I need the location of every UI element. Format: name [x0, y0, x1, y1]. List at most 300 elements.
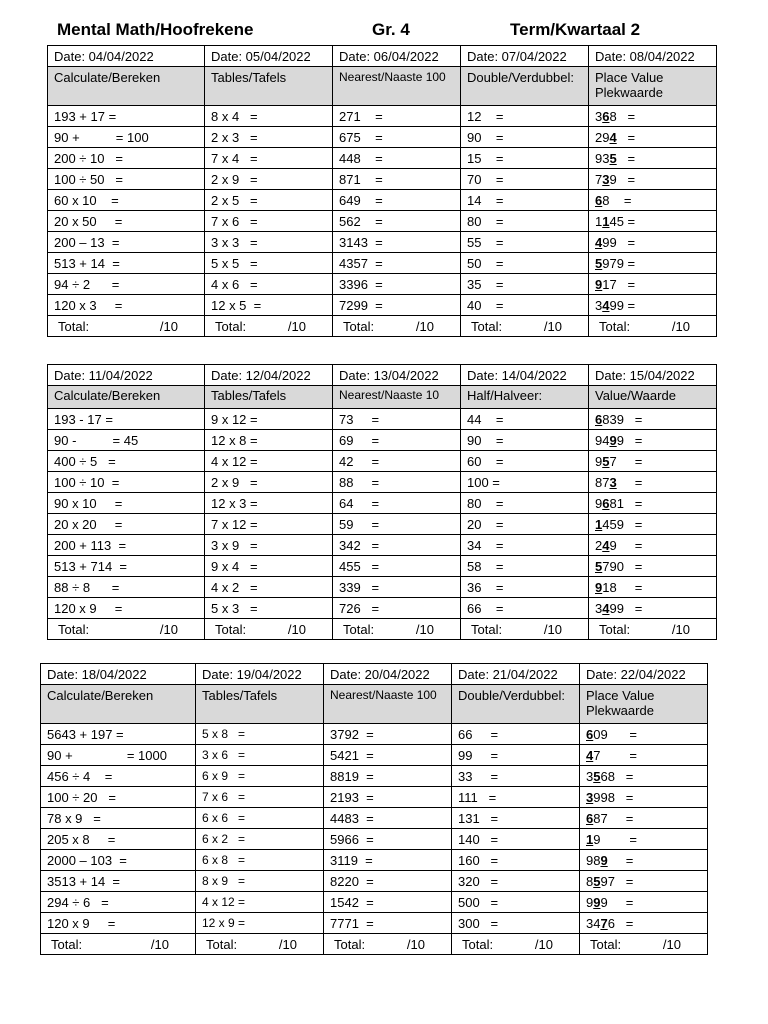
- problem-cell: 7 x 4 =: [205, 148, 333, 169]
- problem-cell: 120 x 9 =: [48, 598, 205, 619]
- grade-label: Gr. 4: [372, 20, 410, 39]
- problem-cell: 448 =: [333, 148, 461, 169]
- place-value-cell: 9681 =: [589, 493, 717, 514]
- problem-cell: 5643 + 197 =: [41, 724, 196, 745]
- problem-cell: 90 - = 45: [48, 430, 205, 451]
- column-header: Tables/Tafels: [205, 67, 333, 106]
- table-row: [41, 808, 708, 829]
- total-label: Total:: [599, 318, 631, 334]
- problem-cell: 78 x 9 =: [41, 808, 196, 829]
- problem-cell: 5 x 3 =: [205, 598, 333, 619]
- date-cell: Date: 04/04/2022: [48, 46, 205, 67]
- underlined-digit: 6: [602, 495, 610, 511]
- problem-cell: 3 x 3 =: [205, 232, 333, 253]
- total-max: /10: [415, 318, 434, 334]
- problem-cell: 649 =: [333, 190, 461, 211]
- total-label: Total:: [215, 621, 247, 637]
- underlined-digit: 4: [595, 234, 603, 250]
- problem-cell: 200 + 113 =: [48, 535, 205, 556]
- column-header-row: [48, 67, 717, 106]
- problem-cell: 20 =: [461, 514, 589, 535]
- underlined-digit: 6: [586, 726, 594, 742]
- total-cell: [324, 934, 452, 955]
- table-row: [48, 253, 717, 274]
- date-cell: Date: 05/04/2022: [205, 46, 333, 67]
- table-row: [48, 127, 717, 148]
- total-label: Total:: [206, 936, 238, 952]
- place-value-cell: 3499 =: [589, 295, 717, 316]
- underlined-digit: 3: [602, 171, 610, 187]
- problem-cell: 64 =: [333, 493, 461, 514]
- column-header: Nearest/Naaste 10: [333, 386, 461, 409]
- total-max: /10: [159, 621, 178, 637]
- table-row: [48, 190, 717, 211]
- column-header: Nearest/Naaste 100: [333, 67, 461, 106]
- total-max: /10: [671, 621, 690, 637]
- total-cell: [452, 934, 580, 955]
- underlined-digit: 6: [595, 192, 603, 208]
- problem-cell: 90 =: [461, 430, 589, 451]
- problem-cell: 69 =: [333, 430, 461, 451]
- problem-cell: 342 =: [333, 535, 461, 556]
- problem-cell: 193 + 17 =: [48, 106, 205, 127]
- place-value-cell: 917 =: [589, 274, 717, 295]
- problem-cell: 20 x 50 =: [48, 211, 205, 232]
- total-cell: [205, 316, 333, 337]
- problem-cell: 90 + = 1000: [41, 745, 196, 766]
- total-max: /10: [287, 318, 306, 334]
- total-label: Total:: [471, 621, 503, 637]
- column-header: Double/Verdubbel:: [452, 685, 580, 724]
- problem-cell: 500 =: [452, 892, 580, 913]
- problem-cell: 14 =: [461, 190, 589, 211]
- table-row: [41, 787, 708, 808]
- problem-cell: 513 + 714 =: [48, 556, 205, 577]
- total-row: [41, 934, 708, 955]
- place-value-cell: 3568 =: [580, 766, 708, 787]
- total-label: Total:: [51, 936, 83, 952]
- problem-cell: 5421 =: [324, 745, 452, 766]
- place-value-cell: 873 =: [589, 472, 717, 493]
- problem-cell: 8 x 4 =: [205, 106, 333, 127]
- total-label: Total:: [590, 936, 622, 952]
- page-header: [0, 18, 768, 44]
- problem-cell: 3396 =: [333, 274, 461, 295]
- problem-cell: 4 x 2 =: [205, 577, 333, 598]
- total-max: /10: [287, 621, 306, 637]
- problem-cell: 562 =: [333, 211, 461, 232]
- problem-cell: 90 + = 100: [48, 127, 205, 148]
- date-cell: Date: 08/04/2022: [589, 46, 717, 67]
- problem-cell: 94 ÷ 2 =: [48, 274, 205, 295]
- problem-cell: 3119 =: [324, 850, 452, 871]
- place-value-cell: 3476 =: [580, 913, 708, 934]
- column-header: Calculate/Bereken: [48, 386, 205, 409]
- date-cell: Date: 22/04/2022: [580, 664, 708, 685]
- place-value-cell: 5790 =: [589, 556, 717, 577]
- table-row: [48, 451, 717, 472]
- table-row: [48, 106, 717, 127]
- problem-cell: 80 =: [461, 493, 589, 514]
- date-cell: Date: 21/04/2022: [452, 664, 580, 685]
- page-title: Mental Math/Hoofrekene: [57, 20, 254, 39]
- problem-cell: 7 x 12 =: [205, 514, 333, 535]
- place-value-cell: 687 =: [580, 808, 708, 829]
- problem-cell: 58 =: [461, 556, 589, 577]
- table-row: [48, 577, 717, 598]
- problem-cell: 5 x 8 =: [196, 724, 324, 745]
- total-label: Total:: [58, 621, 90, 637]
- place-value-cell: 47 =: [580, 745, 708, 766]
- problem-cell: 2 x 9 =: [205, 472, 333, 493]
- problem-cell: 88 ÷ 8 =: [48, 577, 205, 598]
- date-cell: Date: 18/04/2022: [41, 664, 196, 685]
- place-value-cell: 6839 =: [589, 409, 717, 430]
- underlined-digit: 1: [602, 213, 610, 229]
- underlined-digit: 5: [595, 558, 603, 574]
- underlined-digit: 9: [595, 276, 603, 292]
- total-cell: [196, 934, 324, 955]
- underlined-digit: 3: [609, 474, 617, 490]
- column-header: Nearest/Naaste 100: [324, 685, 452, 724]
- underlined-digit: 4: [609, 129, 617, 145]
- total-row: [48, 316, 717, 337]
- problem-cell: 44 =: [461, 409, 589, 430]
- table-row: [41, 745, 708, 766]
- problem-cell: 4 x 12 =: [205, 451, 333, 472]
- place-value-cell: 19 =: [580, 829, 708, 850]
- underlined-digit: 5: [593, 873, 601, 889]
- problem-cell: 35 =: [461, 274, 589, 295]
- problem-cell: 193 - 17 =: [48, 409, 205, 430]
- problem-cell: 4 x 6 =: [205, 274, 333, 295]
- problem-cell: 3513 + 14 =: [41, 871, 196, 892]
- problem-cell: 7771 =: [324, 913, 452, 934]
- underlined-digit: 4: [602, 600, 610, 616]
- problem-cell: 6 x 8 =: [196, 850, 324, 871]
- total-cell: [580, 934, 708, 955]
- column-header: Calculate/Bereken: [41, 685, 196, 724]
- total-max: /10: [534, 936, 553, 952]
- date-cell: Date: 15/04/2022: [589, 365, 717, 386]
- column-header: Tables/Tafels: [205, 386, 333, 409]
- problem-cell: 6 x 6 =: [196, 808, 324, 829]
- place-value-cell: 989 =: [580, 850, 708, 871]
- problem-cell: 50 =: [461, 253, 589, 274]
- table-row: [48, 535, 717, 556]
- underlined-digit: 5: [609, 150, 617, 166]
- problem-cell: 339 =: [333, 577, 461, 598]
- underlined-digit: 3: [586, 789, 594, 805]
- underlined-digit: 4: [602, 297, 610, 313]
- total-max: /10: [662, 936, 681, 952]
- problem-cell: 12 x 5 =: [205, 295, 333, 316]
- problem-cell: 80 =: [461, 211, 589, 232]
- place-value-cell: 1145 =: [589, 211, 717, 232]
- column-header: Tables/Tafels: [196, 685, 324, 724]
- column-header-row: [41, 685, 708, 724]
- table-row: [48, 514, 717, 535]
- problem-cell: 36 =: [461, 577, 589, 598]
- problem-cell: 6 x 9 =: [196, 766, 324, 787]
- place-value-cell: 499 =: [589, 232, 717, 253]
- problem-cell: 9 x 4 =: [205, 556, 333, 577]
- underlined-digit: 6: [595, 411, 603, 427]
- underlined-digit: 9: [593, 894, 601, 910]
- problem-cell: 90 =: [461, 127, 589, 148]
- problem-cell: 34 =: [461, 535, 589, 556]
- table-row: [48, 598, 717, 619]
- term-label: Term/Kwartaal 2: [510, 20, 641, 39]
- column-header-row: [48, 386, 717, 409]
- problem-cell: 12 x 3 =: [205, 493, 333, 514]
- underlined-digit: 5: [593, 768, 601, 784]
- place-value-cell: 935 =: [589, 148, 717, 169]
- underlined-digit: 6: [586, 810, 594, 826]
- underlined-digit: 7: [600, 915, 608, 931]
- problem-cell: 675 =: [333, 127, 461, 148]
- column-header: Place Value Plekwaarde: [589, 67, 717, 106]
- total-label: Total:: [58, 318, 90, 334]
- place-value-cell: 368 =: [589, 106, 717, 127]
- table-row: [41, 766, 708, 787]
- problem-cell: 99 =: [452, 745, 580, 766]
- table-row: [48, 430, 717, 451]
- table-row: [41, 850, 708, 871]
- problem-cell: 70 =: [461, 169, 589, 190]
- problem-cell: 60 x 10 =: [48, 190, 205, 211]
- problem-cell: 2193 =: [324, 787, 452, 808]
- problem-cell: 9 x 12 =: [205, 409, 333, 430]
- total-label: Total:: [343, 318, 375, 334]
- place-value-cell: 3499 =: [589, 598, 717, 619]
- total-cell: [48, 619, 205, 640]
- problem-cell: 12 x 8 =: [205, 430, 333, 451]
- problem-cell: 2 x 3 =: [205, 127, 333, 148]
- problem-cell: 4483 =: [324, 808, 452, 829]
- problem-cell: 7 x 6 =: [205, 211, 333, 232]
- total-cell: [333, 619, 461, 640]
- week-1-table: [47, 45, 717, 337]
- problem-cell: 60 =: [461, 451, 589, 472]
- problem-cell: 100 =: [461, 472, 589, 493]
- place-value-cell: 918 =: [589, 577, 717, 598]
- problem-cell: 4357 =: [333, 253, 461, 274]
- problem-cell: 5 x 5 =: [205, 253, 333, 274]
- date-cell: Date: 07/04/2022: [461, 46, 589, 67]
- problem-cell: 7299 =: [333, 295, 461, 316]
- table-row: [48, 493, 717, 514]
- problem-cell: 3792 =: [324, 724, 452, 745]
- column-header: Half/Halveer:: [461, 386, 589, 409]
- problem-cell: 131 =: [452, 808, 580, 829]
- table-row: [41, 871, 708, 892]
- table-row: [48, 472, 717, 493]
- total-max: /10: [278, 936, 297, 952]
- problem-cell: 90 x 10 =: [48, 493, 205, 514]
- table-row: [48, 211, 717, 232]
- table-row: [48, 148, 717, 169]
- total-max: /10: [406, 936, 425, 952]
- problem-cell: 40 =: [461, 295, 589, 316]
- underlined-digit: 4: [586, 747, 594, 763]
- total-label: Total:: [599, 621, 631, 637]
- total-cell: [589, 316, 717, 337]
- total-label: Total:: [343, 621, 375, 637]
- place-value-cell: 739 =: [589, 169, 717, 190]
- place-value-cell: 249 =: [589, 535, 717, 556]
- underlined-digit: 1: [586, 831, 594, 847]
- problem-cell: 120 x 3 =: [48, 295, 205, 316]
- total-row: [48, 619, 717, 640]
- problem-cell: 205 x 8 =: [41, 829, 196, 850]
- problem-cell: 456 ÷ 4 =: [41, 766, 196, 787]
- problem-cell: 2 x 9 =: [205, 169, 333, 190]
- place-value-cell: 294 =: [589, 127, 717, 148]
- problem-cell: 8819 =: [324, 766, 452, 787]
- problem-cell: 3 x 9 =: [205, 535, 333, 556]
- problem-cell: 2000 – 103 =: [41, 850, 196, 871]
- problem-cell: 871 =: [333, 169, 461, 190]
- problem-cell: 2 x 5 =: [205, 190, 333, 211]
- table-row: [48, 274, 717, 295]
- problem-cell: 400 ÷ 5 =: [48, 451, 205, 472]
- place-value-cell: 68 =: [589, 190, 717, 211]
- date-cell: Date: 14/04/2022: [461, 365, 589, 386]
- total-cell: [48, 316, 205, 337]
- total-label: Total:: [471, 318, 503, 334]
- column-header: Value/Waarde: [589, 386, 717, 409]
- problem-cell: 20 x 20 =: [48, 514, 205, 535]
- problem-cell: 513 + 14 =: [48, 253, 205, 274]
- underlined-digit: 6: [602, 108, 610, 124]
- problem-cell: 160 =: [452, 850, 580, 871]
- underlined-digit: 5: [595, 255, 603, 271]
- problem-cell: 42 =: [333, 451, 461, 472]
- problem-cell: 59 =: [333, 514, 461, 535]
- problem-cell: 8 x 9 =: [196, 871, 324, 892]
- place-value-cell: 1459 =: [589, 514, 717, 535]
- problem-cell: 6 x 2 =: [196, 829, 324, 850]
- problem-cell: 88 =: [333, 472, 461, 493]
- table-row: [41, 829, 708, 850]
- problem-cell: 120 x 9 =: [41, 913, 196, 934]
- problem-cell: 4 x 12 =: [196, 892, 324, 913]
- total-label: Total:: [215, 318, 247, 334]
- problem-cell: 12 x 9 =: [196, 913, 324, 934]
- table-row: [48, 169, 717, 190]
- problem-cell: 33 =: [452, 766, 580, 787]
- total-max: /10: [415, 621, 434, 637]
- problem-cell: 55 =: [461, 232, 589, 253]
- problem-cell: 3 x 6 =: [196, 745, 324, 766]
- total-max: /10: [159, 318, 178, 334]
- problem-cell: 15 =: [461, 148, 589, 169]
- date-cell: Date: 11/04/2022: [48, 365, 205, 386]
- total-max: /10: [543, 318, 562, 334]
- total-max: /10: [671, 318, 690, 334]
- date-cell: Date: 13/04/2022: [333, 365, 461, 386]
- week-3-table: [40, 663, 708, 955]
- total-cell: [461, 619, 589, 640]
- problem-cell: 100 ÷ 10 =: [48, 472, 205, 493]
- column-header: Double/Verdubbel:: [461, 67, 589, 106]
- date-cell: Date: 19/04/2022: [196, 664, 324, 685]
- underlined-digit: 1: [595, 516, 603, 532]
- underlined-digit: 4: [602, 537, 610, 553]
- problem-cell: 200 – 13 =: [48, 232, 205, 253]
- place-value-cell: 609 =: [580, 724, 708, 745]
- problem-cell: 66 =: [461, 598, 589, 619]
- place-value-cell: 3998 =: [580, 787, 708, 808]
- total-label: Total:: [334, 936, 366, 952]
- problem-cell: 271 =: [333, 106, 461, 127]
- date-cell: Date: 20/04/2022: [324, 664, 452, 685]
- underlined-digit: 9: [595, 579, 603, 595]
- total-label: Total:: [462, 936, 494, 952]
- problem-cell: 66 =: [452, 724, 580, 745]
- problem-cell: 1542 =: [324, 892, 452, 913]
- total-cell: [589, 619, 717, 640]
- underlined-digit: 5: [602, 453, 610, 469]
- problem-cell: 294 ÷ 6 =: [41, 892, 196, 913]
- problem-cell: 140 =: [452, 829, 580, 850]
- total-cell: [205, 619, 333, 640]
- problem-cell: 200 ÷ 10 =: [48, 148, 205, 169]
- problem-cell: 8220 =: [324, 871, 452, 892]
- total-cell: [333, 316, 461, 337]
- total-max: /10: [543, 621, 562, 637]
- column-header: Place Value Plekwaarde: [580, 685, 708, 724]
- problem-cell: 3143 =: [333, 232, 461, 253]
- place-value-cell: 957 =: [589, 451, 717, 472]
- place-value-cell: 8597 =: [580, 871, 708, 892]
- table-row: [48, 556, 717, 577]
- problem-cell: 455 =: [333, 556, 461, 577]
- underlined-digit: 9: [609, 432, 617, 448]
- problem-cell: 726 =: [333, 598, 461, 619]
- place-value-cell: 9499 =: [589, 430, 717, 451]
- problem-cell: 12 =: [461, 106, 589, 127]
- place-value-cell: 5979 =: [589, 253, 717, 274]
- place-value-cell: 999 =: [580, 892, 708, 913]
- table-row: [41, 913, 708, 934]
- week-2-table: [47, 364, 717, 640]
- problem-cell: 100 ÷ 50 =: [48, 169, 205, 190]
- table-row: [41, 724, 708, 745]
- problem-cell: 73 =: [333, 409, 461, 430]
- date-row: [41, 664, 708, 685]
- table-row: [48, 295, 717, 316]
- total-max: /10: [150, 936, 169, 952]
- table-row: [48, 232, 717, 253]
- problem-cell: 300 =: [452, 913, 580, 934]
- problem-cell: 111 =: [452, 787, 580, 808]
- date-cell: Date: 12/04/2022: [205, 365, 333, 386]
- total-cell: [41, 934, 196, 955]
- problem-cell: 100 ÷ 20 =: [41, 787, 196, 808]
- column-header: Calculate/Bereken: [48, 67, 205, 106]
- underlined-digit: 9: [600, 852, 608, 868]
- problem-cell: 5966 =: [324, 829, 452, 850]
- problem-cell: 7 x 6 =: [196, 787, 324, 808]
- date-row: [48, 365, 717, 386]
- total-cell: [461, 316, 589, 337]
- date-row: [48, 46, 717, 67]
- date-cell: Date: 06/04/2022: [333, 46, 461, 67]
- problem-cell: 320 =: [452, 871, 580, 892]
- table-row: [48, 409, 717, 430]
